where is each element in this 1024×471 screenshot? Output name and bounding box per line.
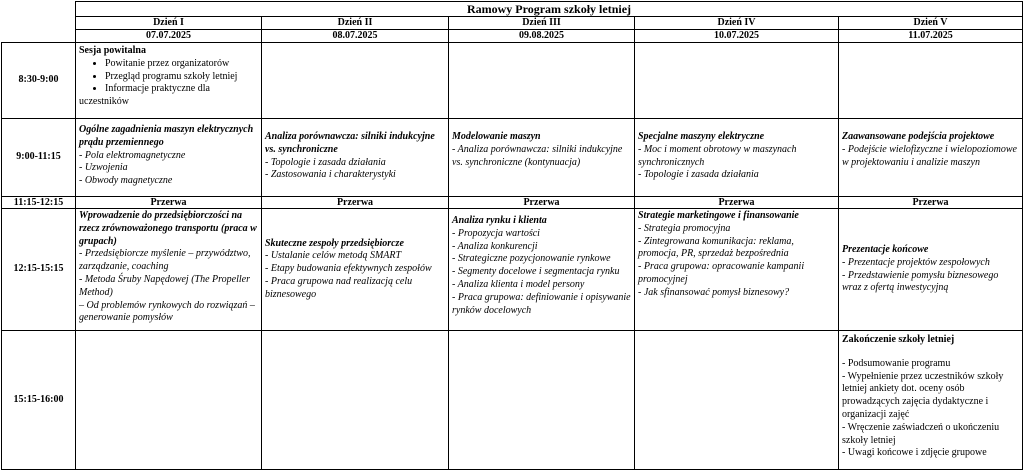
break-cell: Przerwa xyxy=(262,197,449,209)
day-date: 07.07.2025 xyxy=(76,30,262,43)
list-item: - Praca grupowa: opracowanie kampanii promocyjnej xyxy=(638,261,805,285)
session-title: Ogólne zagadnienia maszyn elektrycznych prądu przemiennego xyxy=(79,124,254,148)
list-item: - Prezentacje projektów zespołowych xyxy=(842,256,990,268)
session-title: Zakończenie szkoły letniej xyxy=(842,334,955,345)
list-item: - Etapy budowania efektywnych zespołów xyxy=(265,263,432,275)
time-cell: 15:15-16:00 xyxy=(2,331,76,470)
session-cell xyxy=(262,119,449,197)
time-cell: 8:30-9:00 xyxy=(2,43,76,119)
spacer xyxy=(842,347,1019,358)
time-cell: 12:15-15:15 xyxy=(2,209,76,331)
list-item: - Topologie i zasada działania xyxy=(265,156,386,168)
title-row xyxy=(2,2,1023,17)
slot-row xyxy=(2,43,1023,119)
empty-cell xyxy=(839,43,1023,119)
session-cell xyxy=(76,43,262,119)
corner-cell xyxy=(2,2,76,43)
session-title: Skuteczne zespoły przedsiębiorcze xyxy=(265,237,404,249)
list-item: - Praca grupowa nad realizacją celu biznesowego xyxy=(265,275,413,300)
session-cell xyxy=(839,119,1023,197)
list-item: - Analiza klienta i model persony xyxy=(452,278,585,290)
list-item: - Uzwojenia xyxy=(79,162,128,174)
list-item: - Jak sfinansować pomysł biznesowy? xyxy=(638,286,790,298)
empty-cell xyxy=(76,331,262,470)
list-item: - Metoda Śruby Napędowej (The Propeller Method) xyxy=(79,273,250,298)
list-item: - Analiza porównawcza: silniki indukcyjne vs. synchroniczne (kontynuacja) xyxy=(452,143,623,168)
session-title: Specjalne maszyny elektryczne xyxy=(638,131,765,142)
day-date: 11.07.2025 xyxy=(839,30,1023,43)
session-title: Modelowanie maszyn xyxy=(452,131,541,142)
list-item: - Obwody magnetyczne xyxy=(79,175,173,187)
session-title: Zaawansowane podejścia projektowe xyxy=(842,131,995,142)
session-cell xyxy=(449,209,635,331)
list-item: - Wypełnienie przez uczestników szkoły letniej ankiety dot. oceny osób prowadzących zajęcia dydaktyczne i organizacji zajęć xyxy=(842,370,1004,420)
list-item: • Powitanie przez organizatorów xyxy=(105,58,258,71)
break-cell: Przerwa xyxy=(839,197,1023,209)
list-item: • Przegląd programu szkoły letniej xyxy=(105,71,258,84)
slot-row xyxy=(2,119,1023,197)
time-cell: 9:00-11:15 xyxy=(2,119,76,197)
session-cell xyxy=(635,209,839,331)
list-item: - Zastosowania i charakterystyki xyxy=(265,169,396,181)
schedule-title: Ramowy Program szkoły letniej xyxy=(76,2,1023,17)
session-cell xyxy=(635,119,839,197)
empty-cell xyxy=(449,331,635,470)
list-item-continuation: uczestników xyxy=(79,96,129,108)
session-cell xyxy=(76,209,262,331)
day-name: Dzień II xyxy=(262,17,449,30)
day-name: Dzień V xyxy=(839,17,1023,30)
list-item: - Zintegrowana komunikacja: reklama, promocja, PR, sprzedaż bezpośrednia xyxy=(638,235,794,260)
list-item: - Segmenty docelowe i segmentacja rynku xyxy=(452,266,620,278)
day-date: 09.08.2025 xyxy=(449,30,635,43)
list-item: - Podsumowanie programu xyxy=(842,357,951,369)
empty-cell xyxy=(635,43,839,119)
session-cell xyxy=(839,209,1023,331)
day-name: Dzień I xyxy=(76,17,262,30)
bullet-list xyxy=(79,58,258,96)
empty-cell xyxy=(635,331,839,470)
day-name: Dzień III xyxy=(449,17,635,30)
list-item: - Analiza konkurencji xyxy=(452,240,538,252)
session-cell xyxy=(76,119,262,197)
list-item: - Przedsiębiorcze myślenie – przywództwo, zarządzanie, coaching xyxy=(79,248,251,273)
list-item: - Propozycja wartości xyxy=(452,227,540,239)
list-item: - Topologie i zasada działania xyxy=(638,169,759,181)
session-title: Analiza porównawcza: silniki indukcyjne vs. synchroniczne xyxy=(265,131,435,155)
list-item: • Informacje praktyczne dla xyxy=(105,83,258,96)
time-cell: 11:15-12:15 xyxy=(2,197,76,209)
list-item: - Wręczenie zaświadczeń o ukończeniu szkoły letniej xyxy=(842,421,1000,446)
break-row xyxy=(2,197,1023,209)
day-date-row xyxy=(2,30,1023,43)
session-title: Wprowadzenie do przedsiębiorczości na rzecz zrównoważonego transportu (praca w grupach) xyxy=(79,210,257,247)
session-title: Analiza rynku i klienta xyxy=(452,215,547,226)
slot-row xyxy=(2,209,1023,331)
list-item: - Praca grupowa: definiowanie i opisywanie rynków docelowych xyxy=(452,291,631,316)
break-cell: Przerwa xyxy=(635,197,839,209)
session-cell xyxy=(839,331,1023,470)
list-item: - Ustalanie celów metodą SMART xyxy=(265,250,402,262)
break-cell: Przerwa xyxy=(449,197,635,209)
day-header-row xyxy=(2,17,1023,30)
empty-cell xyxy=(449,43,635,119)
list-item: - Pola elektromagnetyczne xyxy=(79,149,186,161)
list-item: – Od problemów rynkowych do rozwiązań – generowanie pomysłów xyxy=(79,299,255,324)
break-cell: Przerwa xyxy=(76,197,262,209)
list-item: - Przedstawienie pomysłu biznesowego wraz z ofertą inwestycyjną xyxy=(842,269,999,294)
session-cell xyxy=(449,119,635,197)
list-item: - Strategia promocyjna xyxy=(638,222,731,234)
session-cell xyxy=(262,209,449,331)
day-date: 10.07.2025 xyxy=(635,30,839,43)
slot-row xyxy=(2,331,1023,470)
day-name: Dzień IV xyxy=(635,17,839,30)
list-item: - Podejście wielofizyczne i wielopoziomowe w projektowaniu i analizie maszyn xyxy=(842,143,1017,168)
empty-cell xyxy=(262,43,449,119)
list-item: - Moc i moment obrotowy w maszynach synchronicznych xyxy=(638,143,797,168)
session-title: Sesja powitalna xyxy=(79,45,146,56)
session-title: Prezentacje końcowe xyxy=(842,243,929,255)
list-item: - Uwagi końcowe i zdjęcie grupowe xyxy=(842,447,987,459)
day-date: 08.07.2025 xyxy=(262,30,449,43)
schedule-table xyxy=(1,1,1023,470)
list-item: - Strategiczne pozycjonowanie rynkowe xyxy=(452,253,611,265)
empty-cell xyxy=(262,331,449,470)
session-title: Strategie marketingowe i finansowanie xyxy=(638,210,799,221)
